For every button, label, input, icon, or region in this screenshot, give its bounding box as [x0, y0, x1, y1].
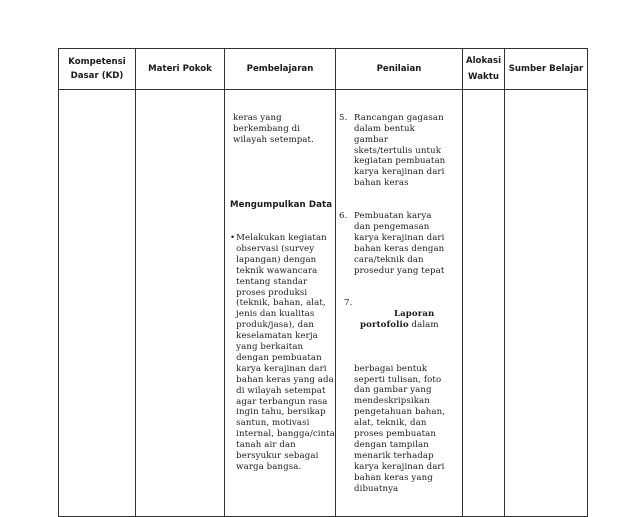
- cell-materi-pokok: [136, 90, 225, 517]
- item-text: Pembuatan karya dan pengemasan karya kerajinan dari bahan keras dengan cara/teknik dan prosedur yang tepat: [354, 210, 445, 276]
- syllabus-table: [58, 48, 588, 517]
- bullet-item: [230, 232, 335, 473]
- header-alokasi-waktu: Alokasi Waktu: [463, 49, 505, 90]
- penilaian-item-7: [339, 298, 462, 342]
- pembelajaran-intro: keras yang berkembang di wilayah setempat.: [233, 112, 314, 145]
- header-row: [59, 49, 588, 90]
- subheading-mengumpulkan-data: Mengumpulkan Data: [230, 200, 333, 211]
- cell-penilaian: [336, 90, 463, 517]
- header-materi-pokok: Materi Pokok: [136, 49, 225, 90]
- item-bold-text: Laporan portofolio: [360, 309, 435, 331]
- header-penilaian: Penilaian: [336, 49, 463, 90]
- bullet-text: Melakukan kegiatan observasi (survey lapangan) dengan teknik wawancara tentang standar proses produksi (teknik, bahan, alat, jenis dan kualitas produk/jasa), dan keselamatan kerja yang berkaitan dengan pembuatan karya kerajinan dari bahan keras yang ada di wilayah setempat agar terbangun rasa ingin tahu, bersikap santun, motivasi internal, bangga/cinta tanah air dan bersyukur sebagai warga bangsa.: [236, 232, 335, 472]
- item-number: 6.: [339, 210, 348, 221]
- item-number: 7.: [344, 298, 353, 309]
- cell-pembelajaran: [225, 90, 336, 517]
- penilaian-item-7-cont: [339, 364, 462, 495]
- bullet-mark: •: [230, 232, 236, 243]
- cell-alokasi-waktu: [463, 90, 505, 517]
- item-text-rest: dalam: [408, 320, 439, 331]
- item-number: 5.: [339, 112, 348, 123]
- item-text: berbagai bentuk seperti tulisan, foto dan gambar yang mendeskripsikan pengetahuan bahan, alat, teknik, dan proses pembuatan dengan tampilan menarik terhadap karya kerajinan dari bahan keras yang dibuatnya: [354, 363, 446, 494]
- header-kd: Kompetensi Dasar (KD): [59, 49, 136, 90]
- penilaian-item-5: [339, 113, 462, 189]
- cell-kd: [59, 90, 136, 517]
- content-row: [59, 90, 588, 517]
- cell-sumber-belajar: [505, 90, 588, 517]
- penilaian-item-6: [339, 211, 462, 276]
- header-sumber-belajar: Sumber Belajar: [505, 49, 588, 90]
- item-text: Rancangan gagasan dalam bentuk gambar skets/tertulis untuk kegiatan pembuatan karya kerajinan dari bahan keras: [354, 112, 446, 189]
- header-pembelajaran: Pembelajaran: [225, 49, 336, 90]
